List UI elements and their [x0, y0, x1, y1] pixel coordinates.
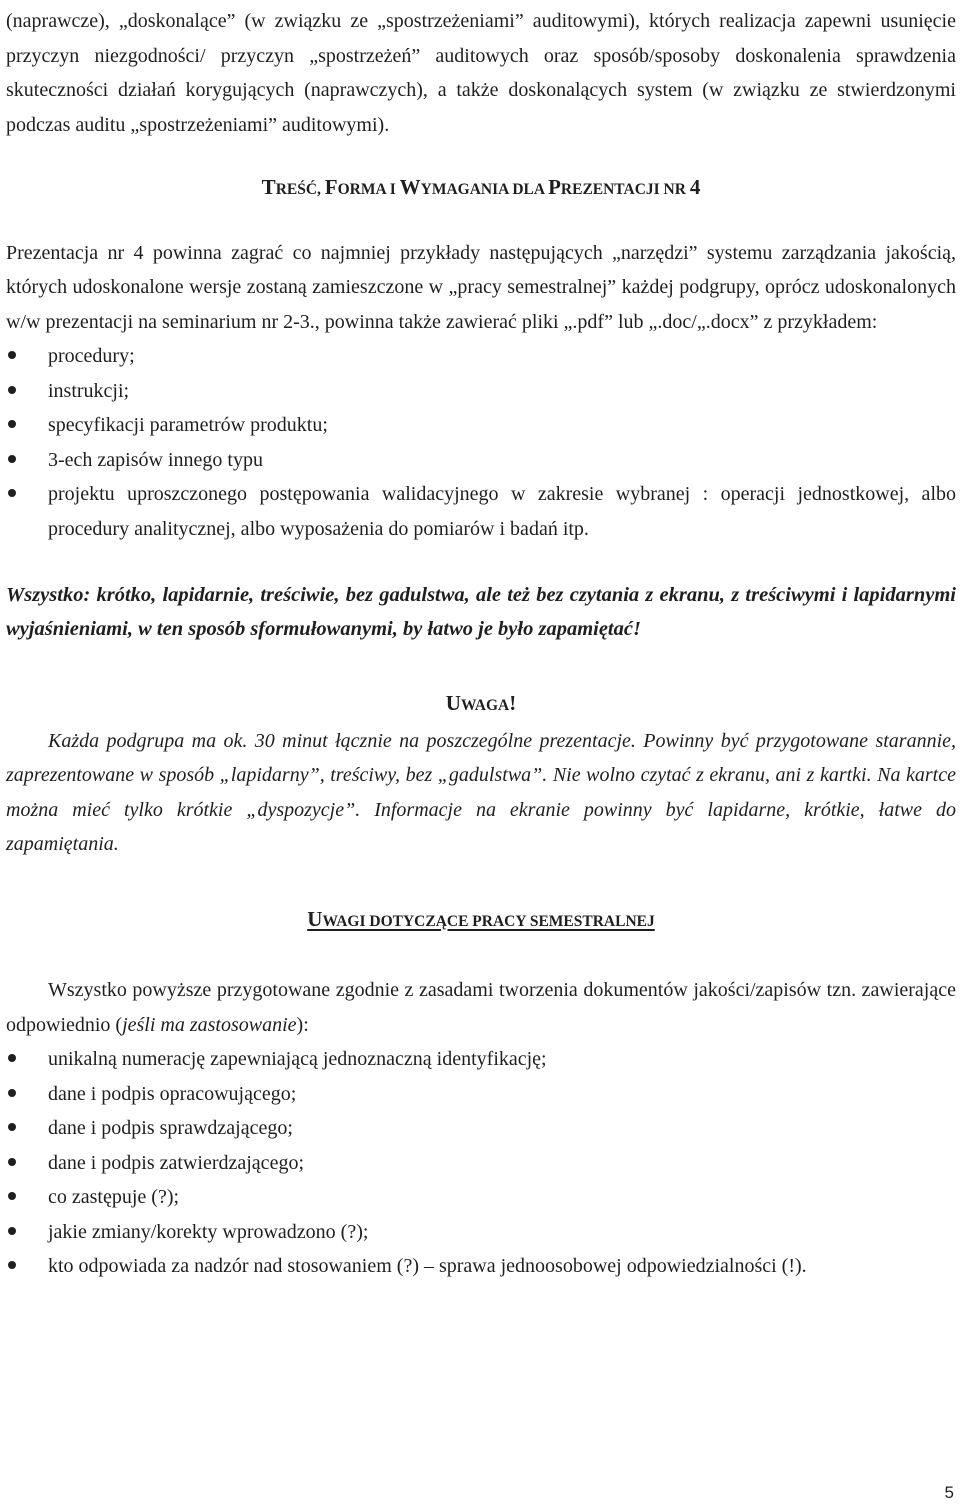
list-item [6, 1077, 956, 1112]
semestral-heading [6, 902, 956, 940]
list-item-text: dane i podpis sprawdzającego; [48, 1117, 293, 1139]
document-page [6, 4, 956, 1284]
heading-part: REZENTACJI NR [560, 181, 690, 198]
bullet-icon [8, 489, 16, 497]
bullet-icon [8, 1192, 16, 1200]
heading-part: T [261, 175, 276, 199]
summary-note: Wszystko: krótko, lapidarnie, treściwie, bez gadulstwa, ale też bez czytania z ekranu, z treściwymi i lapidarnymi wyjaśnieniami, w ten sposób sformułowanymi, by łatwo je było zapamiętać! [6, 584, 956, 640]
list-item-text: unikalną numerację zapewniającą jednoznaczną identyfikację; [48, 1048, 547, 1070]
bullet-icon [8, 1261, 16, 1269]
list-item-text: procedury; [48, 345, 135, 367]
bullet-icon [8, 455, 16, 463]
list-item-text: jakie zmiany/korekty wprowadzono (?); [48, 1220, 369, 1243]
list-item [6, 443, 956, 478]
list-item [6, 477, 956, 546]
heading-part: WAGA [460, 697, 510, 714]
intro-paragraph: (naprawcze), „doskonalące” (w związku ze „spostrzeżeniami” auditowymi), których realizacja zapewni usunięcie przyczyn niezgodności/ przyczyn „spostrzeżeń” auditowych oraz sposób/sposoby doskonalenia sprawdzenia skuteczności działań korygujących (naprawczych), a także doskonalących system (w związku ze stwierdzonymi podczas auditu „spostrzeżeniami” auditowymi). [6, 10, 956, 136]
intro-italic: jeśli ma zastosowanie [122, 1013, 297, 1036]
intro-text-end: ): [296, 1013, 309, 1036]
bullet-icon [8, 1089, 16, 1097]
heading-part: F [324, 175, 338, 199]
semestral-intro [6, 973, 956, 1042]
list-item [6, 408, 956, 443]
list-item [6, 1180, 956, 1215]
heading-part: W [399, 175, 421, 199]
heading-part: U [445, 691, 461, 715]
heading-part: P [548, 175, 561, 199]
heading-part: WAGI DOTYCZĄCE PRACY SEMESTRALNEJ [322, 912, 655, 930]
section-4-list [6, 339, 956, 546]
heading-part: ! [509, 691, 517, 715]
list-item [6, 1111, 956, 1146]
uwaga-paragraph: Każda podgrupa ma ok. 30 minut łącznie na poszczególne prezentacje. Powinny być przygotowane starannie, zaprezentowane w sposób „lapidarny”, treściwy, bez „gadulstwa”. Nie wolno czytać z ekranu, ani z kartki. Na kartce można mieć tylko krótkie „dyspozycje”. Informacje na ekranie powinny być lapidarne, krótkie, łatwe do zapamiętania. [6, 729, 956, 855]
list-item [6, 339, 956, 374]
bullet-icon [8, 1227, 16, 1235]
uwaga-heading [6, 686, 956, 724]
bullet-icon [8, 1123, 16, 1131]
bullet-icon [8, 1158, 16, 1166]
list-item-text: projektu uproszczonego postępowania walidacyjnego w zakresie wybranej : operacji jednostkowej, albo procedury analitycznej, albo wyposażenia do pomiarów i badań itp. [48, 483, 956, 540]
section-4-paragraph: Prezentacja nr 4 powinna zagrać co najmniej przykłady następujących „narzędzi” systemu zarządzania jakością, których udoskonalone wersje zostaną zamieszczone w „pracy semestralnej” każdej podgrupy, oprócz udoskonalonych w/w prezentacji na seminarium nr 2-3., powinna także zawierać pliki „.pdf” lub „.doc/„.docx” z przykładem: [6, 241, 956, 333]
bullet-icon [8, 420, 16, 428]
list-item-text: 3-ech zapisów innego typu [48, 448, 263, 471]
intro-text: Wszystko powyższe przygotowane zgodnie z zasadami tworzenia dokumentów jakości/zapisów tzn. zawierające odpowiednio ( [6, 979, 956, 1036]
list-item [6, 1215, 956, 1250]
list-item-text: dane i podpis opracowującego; [48, 1082, 297, 1105]
heading-part: ORMA I [337, 181, 400, 198]
list-item-text: dane i podpis zatwierdzającego; [48, 1151, 304, 1174]
bullet-icon [8, 1054, 16, 1062]
page-number: 5 [944, 1483, 954, 1502]
list-item [6, 1042, 956, 1077]
bullet-icon [8, 386, 16, 394]
semestral-list [6, 1042, 956, 1284]
list-item [6, 1249, 956, 1284]
list-item [6, 1146, 956, 1181]
bullet-icon [8, 351, 16, 359]
section-4-heading [6, 170, 956, 208]
heading-part: YMAGANIA DLA [420, 181, 549, 198]
list-item-text: specyfikacji parametrów produktu; [48, 414, 328, 436]
list-item-text: instrukcji; [48, 379, 130, 402]
heading-part: U [307, 906, 323, 931]
list-item [6, 374, 956, 409]
heading-part: REŚĆ, [275, 181, 325, 198]
list-item-text: kto odpowiada za nadzór nad stosowaniem (?) – sprawa jednoosobowej odpowiedzialności (!). [48, 1255, 807, 1277]
list-item-text: co zastępuje (?); [48, 1186, 180, 1208]
heading-part: 4 [689, 175, 701, 199]
